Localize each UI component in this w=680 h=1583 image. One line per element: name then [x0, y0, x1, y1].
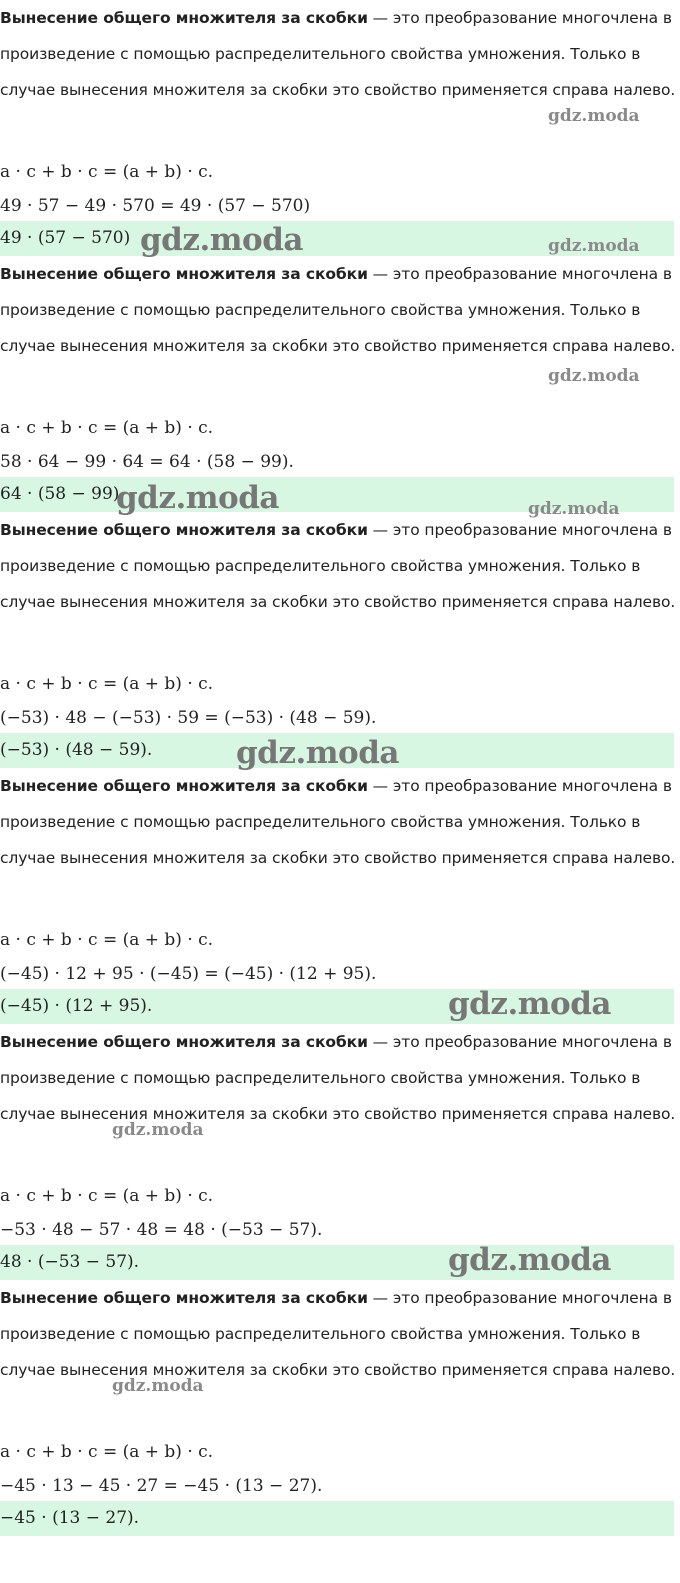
definition-text: — это преобразование многочлена в произведение с помощью распределительного свойства умножения. Только в случае вынесения множителя за скобки это свойство применяется справа налево.: [0, 521, 676, 611]
definition-paragraph: [0, 768, 676, 876]
answer-formula: 48 · (−53 − 57).: [0, 1252, 140, 1272]
work-formula: 58 · 64 − 99 · 64 = 64 · (58 − 99).: [0, 452, 294, 472]
definition-text: — это преобразование многочлена в произведение с помощью распределительного свойства умножения. Только в случае вынесения множителя за скобки это свойство применяется справа налево.: [0, 1033, 676, 1123]
watermark: gdz.moda: [548, 366, 640, 386]
watermark: gdz.moda: [448, 986, 611, 1022]
rule-formula: a · c + b · c = (a + b) · c.: [0, 1442, 214, 1462]
watermark: gdz.moda: [548, 106, 640, 126]
rule-formula: a · c + b · c = (a + b) · c.: [0, 930, 214, 950]
definition-paragraph: [0, 0, 676, 108]
definition-term: Вынесение общего множителя за скобки: [0, 1033, 368, 1051]
work-formula: (−53) · 48 − (−53) · 59 = (−53) · (48 − 59).: [0, 708, 377, 728]
definition-paragraph: [0, 1024, 676, 1132]
watermark: gdz.moda: [140, 222, 303, 258]
watermark: gdz.moda: [112, 1376, 204, 1396]
solution-block-3: [0, 512, 680, 771]
rule-formula: a · c + b · c = (a + b) · c.: [0, 162, 214, 182]
answer-formula: 49 · (57 − 570): [0, 228, 131, 248]
answer-formula: −45 · (13 − 27).: [0, 1508, 140, 1528]
answer-formula: (−53) · (48 − 59).: [0, 740, 153, 760]
watermark: gdz.moda: [448, 1242, 611, 1278]
watermark: gdz.moda: [548, 236, 640, 256]
definition-paragraph: [0, 512, 676, 620]
watermark: gdz.moda: [528, 499, 620, 519]
rule-formula: a · c + b · c = (a + b) · c.: [0, 418, 214, 438]
rule-formula: a · c + b · c = (a + b) · c.: [0, 1186, 214, 1206]
solution-block-4: [0, 768, 680, 1024]
definition-paragraph: [0, 256, 676, 364]
watermark: gdz.moda: [116, 480, 279, 516]
answer-formula: (−45) · (12 + 95).: [0, 996, 153, 1016]
work-formula: −45 · 13 − 45 · 27 = −45 · (13 − 27).: [0, 1476, 323, 1496]
solution-block-5: [0, 1024, 680, 1280]
definition-text: — это преобразование многочлена в произведение с помощью распределительного свойства умножения. Только в случае вынесения множителя за скобки это свойство применяется справа налево.: [0, 777, 676, 867]
definition-term: Вынесение общего множителя за скобки: [0, 521, 368, 539]
definition-term: Вынесение общего множителя за скобки: [0, 1289, 368, 1307]
watermark: gdz.moda: [112, 1120, 204, 1140]
definition-text: — это преобразование многочлена в произведение с помощью распределительного свойства умножения. Только в случае вынесения множителя за скобки это свойство применяется справа налево.: [0, 265, 676, 355]
solution-block-1: [0, 0, 680, 256]
definition-paragraph: [0, 1280, 676, 1388]
work-formula: −53 · 48 − 57 · 48 = 48 · (−53 − 57).: [0, 1220, 323, 1240]
answer-formula: 64 · (58 − 99).: [0, 484, 125, 504]
definition-term: Вынесение общего множителя за скобки: [0, 9, 368, 27]
definition-term: Вынесение общего множителя за скобки: [0, 265, 368, 283]
work-formula: 49 · 57 − 49 · 570 = 49 · (57 − 570): [0, 196, 311, 216]
answer-highlight: [0, 1501, 674, 1536]
rule-formula: a · c + b · c = (a + b) · c.: [0, 674, 214, 694]
definition-text: — это преобразование многочлена в произведение с помощью распределительного свойства умножения. Только в случае вынесения множителя за скобки это свойство применяется справа налево.: [0, 1289, 676, 1379]
solution-block-2: [0, 256, 680, 519]
definition-text: — это преобразование многочлена в произведение с помощью распределительного свойства умножения. Только в случае вынесения множителя за скобки это свойство применяется справа налево.: [0, 9, 676, 99]
definition-term: Вынесение общего множителя за скобки: [0, 777, 368, 795]
watermark: gdz.moda: [236, 735, 399, 771]
work-formula: (−45) · 12 + 95 · (−45) = (−45) · (12 + 95).: [0, 964, 377, 984]
solution-block-6: [0, 1280, 680, 1536]
